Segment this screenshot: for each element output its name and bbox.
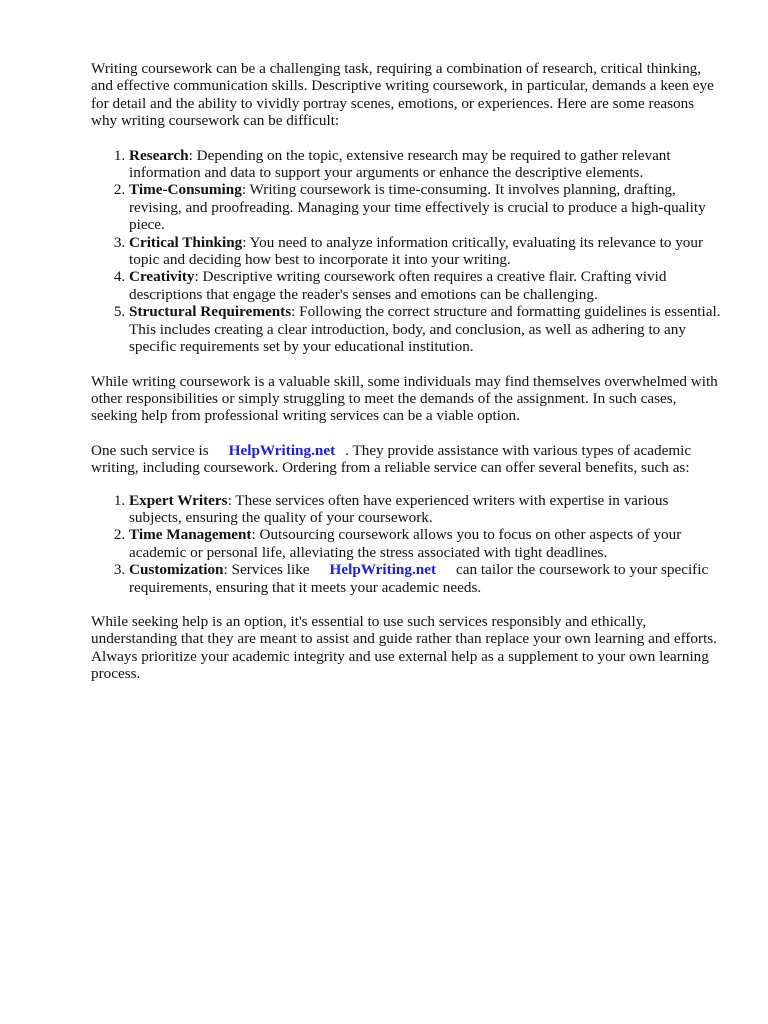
list-item-term: Time-Consuming bbox=[129, 181, 242, 199]
list-item bbox=[129, 303, 723, 355]
list-item-text: : Descriptive writing coursework often requires a creative flair. Crafting vivid descriptions that engage the reader's senses and emotions can be challenging. bbox=[129, 268, 667, 303]
list-item-text: : These services often have experienced writers with expertise in various subjects, ensuring the quality of your coursework. bbox=[129, 491, 669, 526]
list-item-term: Creativity bbox=[129, 268, 195, 286]
list-item-text: : You need to analyze information critically, evaluating its relevance to your topic and deciding how best to incorporate it into your writing. bbox=[129, 233, 704, 269]
help-paragraph: While writing coursework is a valuable skill, some individuals may find themselves overwhelmed with other responsibilities or simply struggling to meet the demands of the assignment. In such cases, seeking help from professional writing services can be a viable option. bbox=[91, 372, 718, 425]
list-item-text: : Depending on the topic, extensive research may be required to gather relevant information and data to support your arguments or enhance the descriptive elements. bbox=[129, 146, 671, 182]
closing-paragraph: While seeking help is an option, it's essential to use such services responsibly and ethically, understanding that they are meant to assist and guide rather than replace your own learning and efforts. Always prioritize your academic integrity and use external help as a supplement to your own learning process. bbox=[91, 612, 717, 683]
list-item-text: : Outsourcing coursework allows you to focus on other aspects of your academic or personal life, alleviating the stress associated with tight deadlines. bbox=[129, 526, 682, 561]
list-item bbox=[129, 526, 723, 561]
list-item-term: Customization bbox=[129, 561, 224, 579]
list-item-term: Critical Thinking bbox=[129, 233, 243, 251]
service-paragraph bbox=[91, 442, 723, 477]
list-item-term: Expert Writers bbox=[129, 491, 228, 509]
list-item bbox=[129, 561, 723, 596]
list-item bbox=[129, 147, 723, 182]
service-link[interactable]: HelpWriting.net bbox=[228, 441, 336, 459]
document-page bbox=[91, 60, 723, 683]
list-item-text: : Services like bbox=[223, 561, 310, 579]
list-item-text: : Following the correct structure and formatting guidelines is essential. This includes creating a clear introduction, body, and conclusion, as well as adhering to any specific requirements set by your educational institution. bbox=[129, 303, 721, 356]
customization-link[interactable]: HelpWriting.net bbox=[329, 561, 437, 579]
list-item bbox=[129, 181, 723, 233]
intro-paragraph: Writing coursework can be a challenging task, requiring a combination of research, critical thinking, and effective communication skills. Descriptive writing coursework, in particular, demands a keen eye for detail and the ability to vividly portray scenes, emotions, or experiences. Here are some reasons why writing coursework can be difficult: bbox=[91, 60, 714, 130]
list-item-text: : Writing coursework is time-consuming. It involves planning, drafting, revising, and proofreading. Managing your time effectively is crucial to produce a high-quality piece. bbox=[129, 181, 706, 234]
reasons-list bbox=[91, 147, 723, 356]
service-text-before: One such service is bbox=[91, 441, 209, 459]
list-item-text: can tailor the coursework to your specific requirements, ensuring that it meets your academic needs. bbox=[129, 561, 709, 596]
list-item bbox=[129, 492, 723, 527]
list-item-term: Structural Requirements bbox=[129, 303, 292, 321]
list-item bbox=[129, 268, 723, 303]
list-item bbox=[129, 234, 723, 269]
service-text-after: . They provide assistance with various types of academic writing, including coursework. Ordering from a reliable service can offer several benefits, such as: bbox=[91, 441, 692, 477]
list-item-term: Time Management bbox=[129, 526, 252, 544]
list-item-term: Research bbox=[129, 146, 189, 164]
benefits-list bbox=[91, 492, 723, 596]
